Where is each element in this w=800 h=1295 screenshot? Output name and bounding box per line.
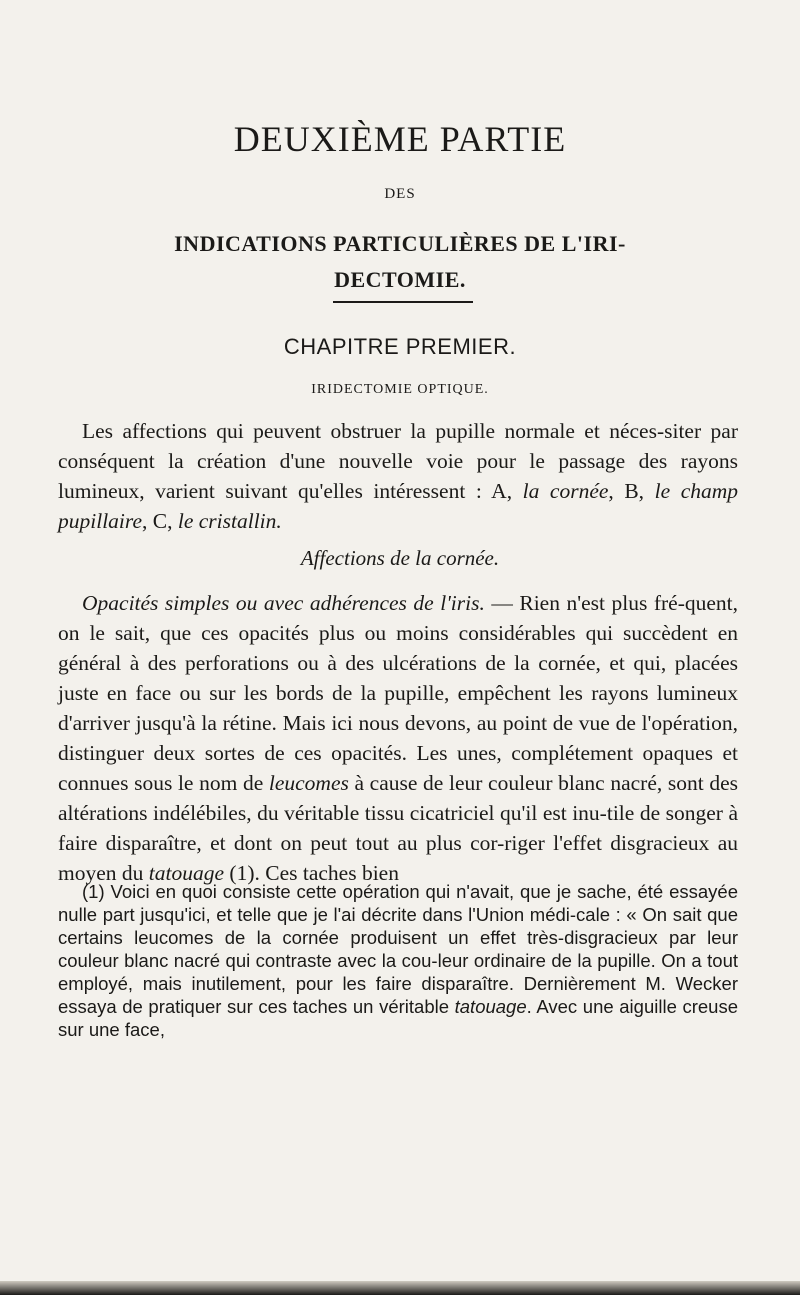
intro-italic-champ: le champ pupillaire	[58, 479, 739, 533]
intro-italic-cornee: la cornée	[522, 479, 609, 503]
divider-rule	[333, 301, 473, 303]
part-des: DES	[384, 186, 416, 202]
body-text-c: (1). Ces taches bien	[224, 861, 399, 885]
subheading: Affections de la cornée.	[300, 546, 500, 570]
subtitle-line-1: INDICATIONS PARTICULIÈRES DE L'IRI-	[174, 231, 626, 256]
body-italic-leucomes: leucomes	[268, 771, 349, 795]
body-italic-tatouage: tatouage	[148, 861, 225, 885]
subtitle-line-2: DECTOMIE.	[334, 267, 466, 292]
footnote-text-b: . Avec une aiguille creuse sur une face,	[58, 996, 738, 1040]
body-text-b: à cause de leur couleur blanc nacré, sont des altérations indélébiles, du véritable tissu cicatriciel qu'il est inu-tile de songer à faire disparaître, et dont on peut tout au plus cor-riger l'effet disgracieux au moyen du	[58, 771, 738, 885]
body-text-a: — Rien n'est plus fré-quent, on le sait, que ces opacités plus ou moins considérables qui succèdent en général à des perforations ou à des ulcérations de la cornée, et qui, placées juste en face ou sur les bords de la pupille, empêchent les rayons lumineux d'arriver jusqu'à la rétine. Mais ici nous devons, au point de vue de l'opération, distinguer deux sortes de ces opacités. Les unes, complétement opaques et connues sous le nom de	[58, 591, 738, 795]
footnote	[58, 880, 738, 1041]
part-subtitle	[0, 226, 800, 298]
intro-italic-cristallin: le cristallin.	[177, 509, 282, 533]
section-title: IRIDECTOMIE OPTIQUE.	[311, 382, 489, 397]
body-paragraph	[58, 588, 738, 888]
page-edge-shadow	[0, 1281, 800, 1295]
intro-text-c: , C,	[142, 509, 178, 533]
intro-text-b: , B,	[608, 479, 655, 503]
intro-paragraph	[58, 416, 738, 536]
body-lead-italic: Opacités simples ou avec adhérences de l'iris.	[82, 591, 485, 615]
footnote-italic-tatouage: tatouage	[454, 996, 527, 1017]
part-title: DEUXIÈME PARTIE	[233, 119, 567, 159]
footnote-text-a: (1) Voici en quoi consiste cette opération qui n'avait, que je sache, été essayée nulle part jusqu'ici, et telle que je l'ai décrite dans l'Union médi-cale : « On sait que certains leucomes de la cornée produisent un effet très-disgracieux par leur couleur blanc nacré qui contraste avec la cou-leur ordinaire de la pupille. On a tout employé, mais inutilement, pour les faire disparaître. Dernièrement M. Wecker essaya de pratiquer sur ces taches un véritable	[58, 881, 738, 1017]
chapter-title: CHAPITRE PREMIER.	[283, 334, 517, 359]
intro-text-a: Les affections qui peuvent obstruer la pupille normale et néces-siter par conséquent la création d'une nouvelle voie pour le passage des rayons lumineux, varient suivant qu'elles intéressent : A,	[58, 419, 738, 503]
